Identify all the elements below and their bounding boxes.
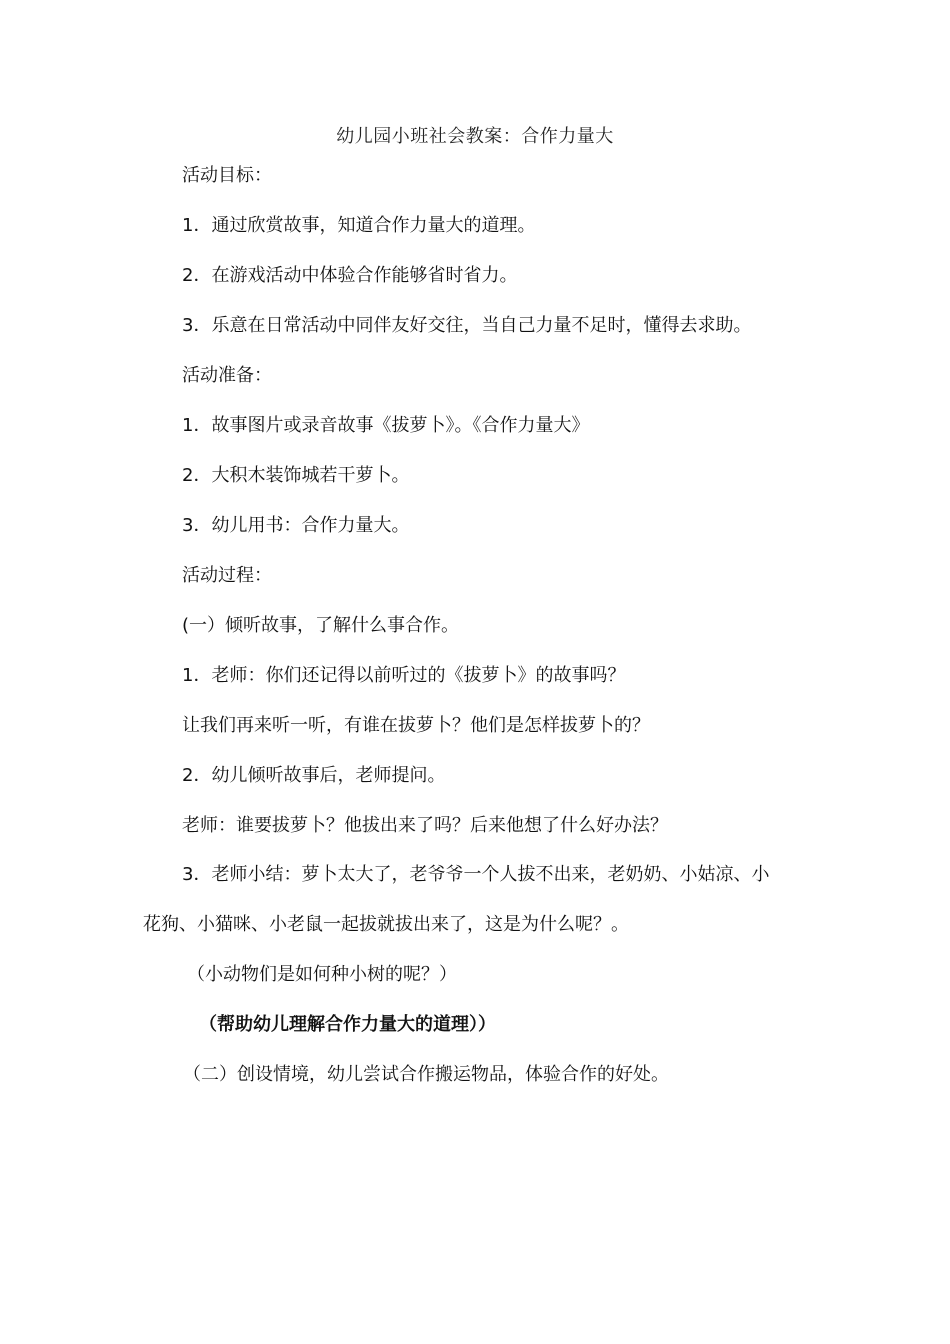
process-paragraph-continuation: 花狗、小猫咪、小老鼠一起拔就拔出来了，这是为什么呢？。: [143, 914, 629, 935]
process-step-2-heading: （二）创设情境，幼儿尝试合作搬运物品，体验合作的好处。: [183, 1064, 669, 1085]
process-step-1-heading: (一）倾听故事，了解什么事合作。: [182, 615, 460, 636]
section-heading-preparation: 活动准备：: [182, 365, 272, 386]
preparation-item-3: 3．幼儿用书：合作力量大。: [182, 515, 410, 536]
preparation-item-1: 1．故事图片或录音故事《拔萝卜》。《合作力量大》: [182, 415, 590, 436]
process-paragraph: 1．老师：你们还记得以前听过的《拔萝卜》的故事吗？: [182, 665, 626, 686]
process-paragraph: 3．老师小结：萝卜太大了，老爷爷一个人拔不出来，老奶奶、小姑凉、小: [182, 864, 770, 885]
document-title: 幼儿园小班社会教案：合作力量大: [336, 126, 614, 147]
process-paragraph: 让我们再来听一听，有谁在拔萝卜？他们是怎样拔萝卜的？: [182, 715, 650, 736]
preparation-item-2: 2．大积木装饰城若干萝卜。: [182, 465, 410, 486]
goal-item-3: 3．乐意在日常活动中同伴友好交往，当自己力量不足时，懂得去求助。: [182, 315, 752, 336]
process-note: （小动物们是如何种小树的呢？）: [187, 964, 457, 985]
process-note-bold: （帮助幼儿理解合作力量大的道理））: [199, 1014, 496, 1035]
section-heading-process: 活动过程：: [182, 565, 272, 586]
process-paragraph: 老师：谁要拔萝卜？他拔出来了吗？后来他想了什么好办法？: [182, 815, 668, 836]
section-heading-goals: 活动目标：: [182, 165, 272, 186]
goal-item-2: 2．在游戏活动中体验合作能够省时省力。: [182, 265, 518, 286]
process-paragraph: 2．幼儿倾听故事后，老师提问。: [182, 765, 446, 786]
goal-item-1: 1．通过欣赏故事，知道合作力量大的道理。: [182, 215, 536, 236]
